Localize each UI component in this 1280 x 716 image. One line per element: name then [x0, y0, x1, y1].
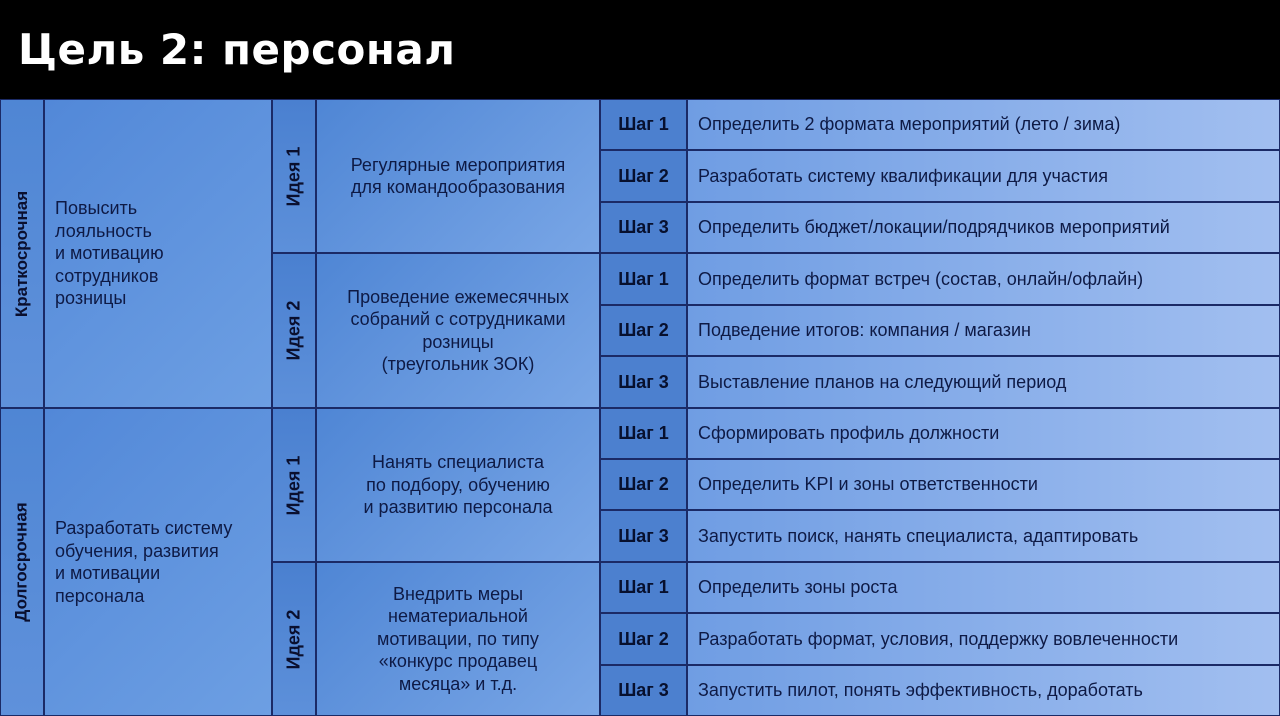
term-cell [0, 99, 44, 408]
idea-text-cell [316, 253, 600, 408]
idea-text: собраний с сотрудниками [350, 309, 566, 329]
step-label: Шаг 3 [600, 202, 687, 253]
idea-label-cell [272, 408, 316, 562]
page-title: Цель 2: персонал [18, 25, 456, 74]
idea-text-cell [316, 99, 600, 253]
step-label: Шаг 1 [600, 408, 687, 459]
idea-label: Идея 2 [283, 609, 304, 669]
idea-text: Внедрить меры [392, 583, 524, 604]
goal-text: розницы [55, 288, 127, 309]
idea-text: по подбору, обучению [366, 474, 550, 495]
idea-text: розницы [422, 331, 494, 352]
idea-text: для командообразования [351, 177, 565, 197]
step-description: Определить KPI и зоны ответственности [687, 459, 1280, 510]
idea-label: Идея 1 [283, 455, 304, 515]
goal-text: персонала [55, 585, 145, 606]
step-description: Определить формат встреч (состав, онлайн/офлайн) [687, 253, 1280, 305]
idea-text: нематериальной [388, 606, 528, 627]
goal-text: Повысить [55, 198, 138, 219]
idea-text: Регулярные мероприятия [350, 154, 566, 175]
step-description: Сформировать профиль должности [687, 408, 1280, 459]
step-description: Определить зоны роста [687, 562, 1280, 613]
goal-text: лояльность [55, 220, 152, 241]
idea-label-cell [272, 99, 316, 253]
idea-text: Нанять специалиста [371, 452, 545, 473]
term-cell [0, 408, 44, 716]
idea-label: Идея 2 [283, 300, 304, 361]
step-label: Шаг 3 [600, 665, 687, 716]
step-description: Запустить поиск, нанять специалиста, адаптировать [687, 510, 1280, 562]
goal-text: сотрудников [55, 265, 159, 286]
goal-text: и мотивации [55, 563, 161, 583]
step-label: Шаг 2 [600, 150, 687, 202]
idea-text: и развитию персонала [363, 497, 553, 518]
step-description: Выставление планов на следующий период [687, 356, 1280, 408]
idea-text: «конкурс продавец [378, 651, 538, 672]
goal-text: Разработать систему [55, 518, 233, 538]
idea-text: мотивации, по типу [377, 628, 539, 649]
step-label: Шаг 2 [600, 459, 687, 510]
step-description: Разработать систему квалификации для участия [687, 150, 1280, 202]
step-label: Шаг 3 [600, 510, 687, 562]
step-description: Разработать формат, условия, поддержку вовлеченности [687, 613, 1280, 665]
goal-text: обучения, развития [55, 540, 219, 561]
step-label: Шаг 1 [600, 562, 687, 613]
goal-cell [44, 408, 272, 716]
step-description: Подведение итогов: компания / магазин [687, 305, 1280, 356]
step-description: Определить 2 формата мероприятий (лето / зима) [687, 99, 1280, 150]
goal-cell [44, 99, 272, 408]
step-label: Шаг 2 [600, 305, 687, 356]
idea-text-cell [316, 562, 600, 716]
idea-text: (треугольник ЗОК) [381, 354, 535, 374]
idea-text: Проведение ежемесячных [347, 286, 569, 307]
step-description: Определить бюджет/локации/подрядчиков мероприятий [687, 202, 1280, 253]
term-label: Долгосрочная [12, 502, 32, 622]
idea-label-cell [272, 562, 316, 716]
step-label: Шаг 1 [600, 253, 687, 305]
goal-text: и мотивацию [55, 243, 164, 264]
idea-label: Идея 1 [283, 146, 304, 206]
step-label: Шаг 2 [600, 613, 687, 665]
step-label: Шаг 1 [600, 99, 687, 150]
term-label: Краткосрочная [12, 190, 32, 317]
idea-text-cell [316, 408, 600, 562]
step-label: Шаг 3 [600, 356, 687, 408]
idea-text: месяца» и т.д. [398, 673, 518, 694]
idea-label-cell [272, 253, 316, 408]
step-description: Запустить пилот, понять эффективность, доработать [687, 665, 1280, 716]
goal-table [0, 99, 1280, 716]
